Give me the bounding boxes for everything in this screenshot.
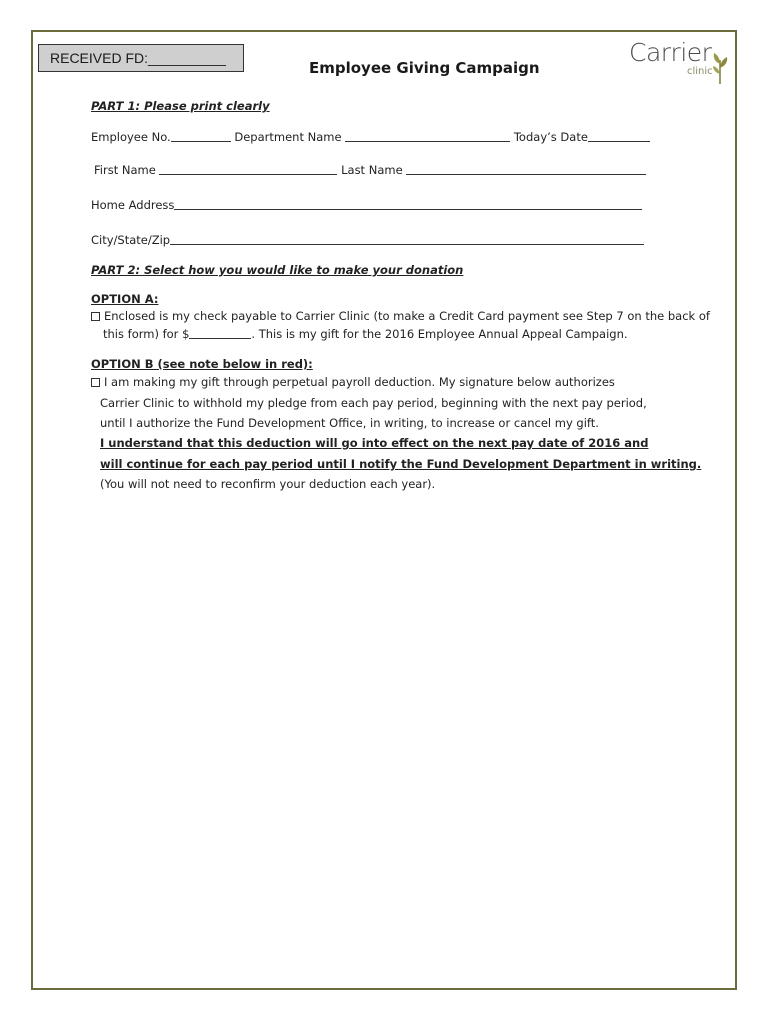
first-name-field[interactable]: [159, 164, 337, 175]
city-state-zip-label: City/State/Zip: [91, 233, 171, 247]
department-name-label: Department Name: [234, 130, 342, 144]
todays-date-field[interactable]: [588, 131, 650, 142]
logo-subtitle: clinic: [687, 66, 713, 77]
logo-wordmark: Carrier: [629, 38, 712, 67]
option-a-checkbox[interactable]: [91, 312, 100, 321]
option-b-line-4: I understand that this deduction will go into effect on the next pay date of 2016 and: [100, 436, 649, 450]
part1-heading: PART 1: Please print clearly: [91, 99, 270, 113]
last-name-field[interactable]: [406, 164, 646, 175]
received-fd-box: [38, 44, 244, 72]
first-name-label: First Name: [94, 163, 156, 177]
employee-no-label: Employee No.: [91, 130, 171, 144]
option-a-line-2: [103, 327, 628, 341]
employee-info-row: [91, 130, 650, 144]
option-b-checkbox[interactable]: [91, 378, 100, 387]
option-b-line-2: Carrier Clinic to withhold my pledge from each pay period, beginning with the next pay period,: [100, 396, 647, 410]
part2-heading: PART 2: Select how you would like to make your donation: [91, 263, 464, 277]
todays-date-label: Today’s Date: [513, 130, 588, 144]
option-b-text-1: I am making my gift through perpetual payroll deduction. My signature below authorizes: [104, 375, 615, 389]
name-row: [94, 163, 646, 177]
option-b-line-5: will continue for each pay period until I notify the Fund Development Department in writing.: [100, 457, 702, 471]
option-b-heading: OPTION B (see note below in red):: [91, 357, 313, 371]
page-title: Employee Giving Campaign: [309, 59, 540, 77]
option-a-line-1: [91, 309, 710, 323]
carrier-clinic-logo: [627, 38, 747, 94]
option-b-line-3: until I authorize the Fund Development Office, in writing, to increase or cancel my gift.: [100, 416, 599, 430]
gift-amount-field[interactable]: [189, 328, 251, 339]
last-name-label: Last Name: [341, 163, 403, 177]
option-b-line-6: (You will not need to reconfirm your deduction each year).: [100, 477, 436, 491]
received-fd-blank: __________: [148, 50, 226, 66]
home-address-field[interactable]: [174, 199, 642, 210]
department-name-field[interactable]: [345, 131, 510, 142]
option-b-line-1: [91, 375, 615, 389]
home-address-label: Home Address: [91, 198, 175, 212]
option-a-text-2-post: . This is my gift for the 2016 Employee Annual Appeal Campaign.: [251, 327, 628, 341]
option-a-text-2-pre: this form) for $: [103, 327, 190, 341]
city-state-zip-row: [91, 233, 644, 247]
employee-no-field[interactable]: [171, 131, 231, 142]
city-state-zip-field[interactable]: [170, 234, 644, 245]
option-a-heading: OPTION A:: [91, 292, 159, 306]
option-a-text-1: Enclosed is my check payable to Carrier Clinic (to make a Credit Card payment see Step 7 on the back of: [104, 309, 710, 323]
home-address-row: [91, 198, 642, 212]
received-fd-label: RECEIVED FD:: [50, 50, 149, 66]
